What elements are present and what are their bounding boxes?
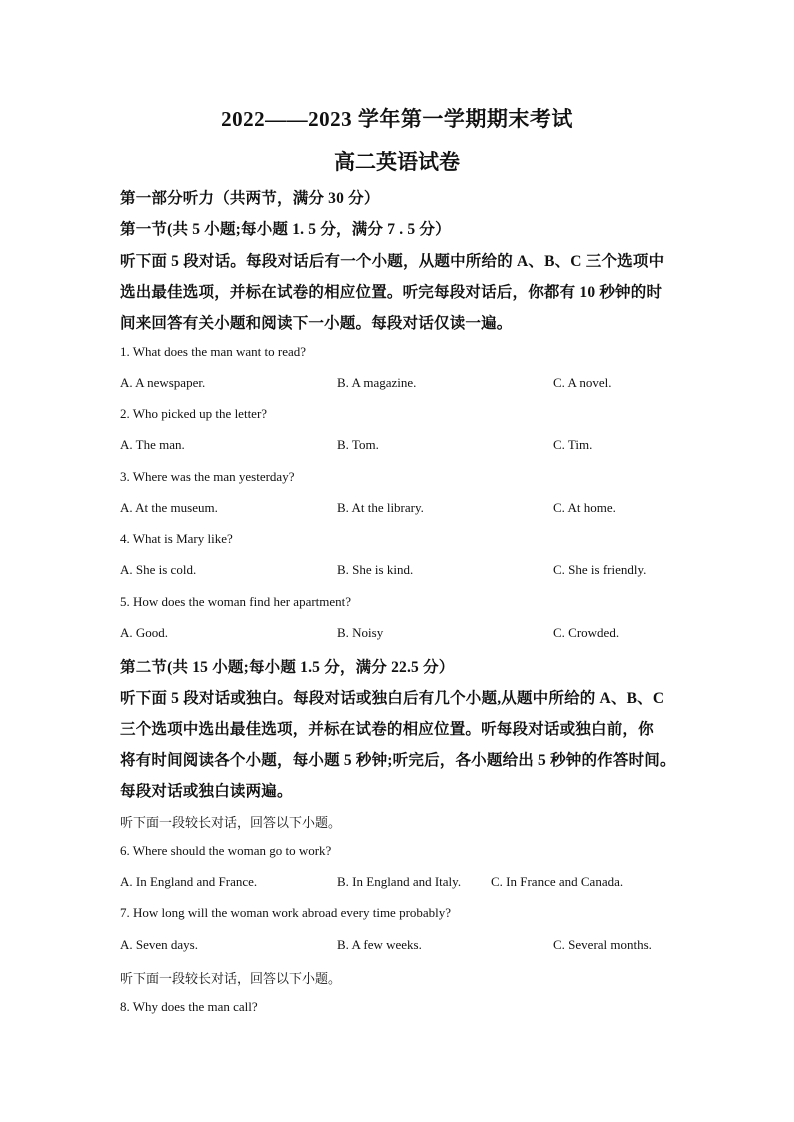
question-text: 8. Why does the man call?	[120, 999, 258, 1014]
question-text: 1. What does the man want to read?	[120, 344, 307, 359]
section1-heading: 第一节(共 5 小题;每小题 1. 5 分，满分 7 . 5 分）	[120, 221, 451, 238]
section2-instruction-line: 听下面 5 段对话或独白。每段对话或独白后有几个小题,从题中所给的 A、B、C	[120, 690, 665, 707]
option-a: A. Good.	[120, 625, 169, 640]
option-c: C. Tim.	[553, 437, 593, 452]
section1-instruction-line: 听下面 5 段对话。每段对话后有一个小题，从题中所给的 A、B、C 三个选项中	[120, 253, 665, 270]
question-text: 3. Where was the man yesterday?	[120, 469, 295, 484]
part1-heading: 第一部分听力（共两节，满分 30 分）	[120, 190, 380, 207]
question-text: 5. How does the woman find her apartment?	[120, 594, 352, 609]
option-b: B. Noisy	[337, 625, 384, 640]
option-b: B. A magazine.	[337, 375, 417, 390]
option-c: C. She is friendly.	[553, 562, 647, 577]
question-text: 4. What is Mary like?	[120, 531, 233, 546]
option-a: A. Seven days.	[120, 937, 198, 952]
listening-prompt: 听下面一段较长对话，回答以下小题。	[120, 971, 342, 986]
option-c: C. A novel.	[553, 375, 612, 390]
question-text: 7. How long will the woman work abroad every time probably?	[120, 905, 452, 920]
option-b: B. Tom.	[337, 437, 379, 452]
exam-subtitle: 高二英语试卷	[334, 150, 460, 174]
option-a: A. The man.	[120, 437, 185, 452]
section2-instruction-line: 每段对话或独白读两遍。	[120, 783, 293, 800]
question-text: 2. Who picked up the letter?	[120, 406, 268, 421]
option-c: C. At home.	[553, 500, 616, 515]
option-b: B. At the library.	[337, 500, 424, 515]
question-text: 6. Where should the woman go to work?	[120, 843, 332, 858]
option-b: B. She is kind.	[337, 562, 414, 577]
listening-prompt: 听下面一段较长对话，回答以下小题。	[120, 815, 342, 830]
section1-instruction-line: 间来回答有关小题和阅读下一小题。每段对话仅读一遍。	[120, 315, 513, 332]
option-b: B. In England and Italy.	[337, 874, 462, 889]
option-a: A. In England and France.	[120, 874, 258, 889]
section2-instruction-line: 将有时间阅读各个小题，每小题 5 秒钟;听完后，各小题给出 5 秒钟的作答时间。	[120, 752, 676, 769]
section2-heading: 第二节(共 15 小题;每小题 1.5 分，满分 22.5 分）	[120, 659, 455, 676]
option-a: A. At the museum.	[120, 500, 218, 515]
exam-title: 2022——2023 学年第一学期期末考试	[221, 107, 573, 131]
section1-instruction-line: 选出最佳选项，并标在试卷的相应位置。听完每段对话后，你都有 10 秒钟的时	[120, 284, 663, 301]
option-c: C. Several months.	[553, 937, 652, 952]
option-a: A. She is cold.	[120, 562, 197, 577]
option-b: B. A few weeks.	[337, 937, 422, 952]
option-c: C. Crowded.	[553, 625, 620, 640]
option-a: A. A newspaper.	[120, 375, 206, 390]
option-c: C. In France and Canada.	[491, 874, 624, 889]
section2-instruction-line: 三个选项中选出最佳选项，并标在试卷的相应位置。听每段对话或独白前，你	[120, 721, 654, 738]
